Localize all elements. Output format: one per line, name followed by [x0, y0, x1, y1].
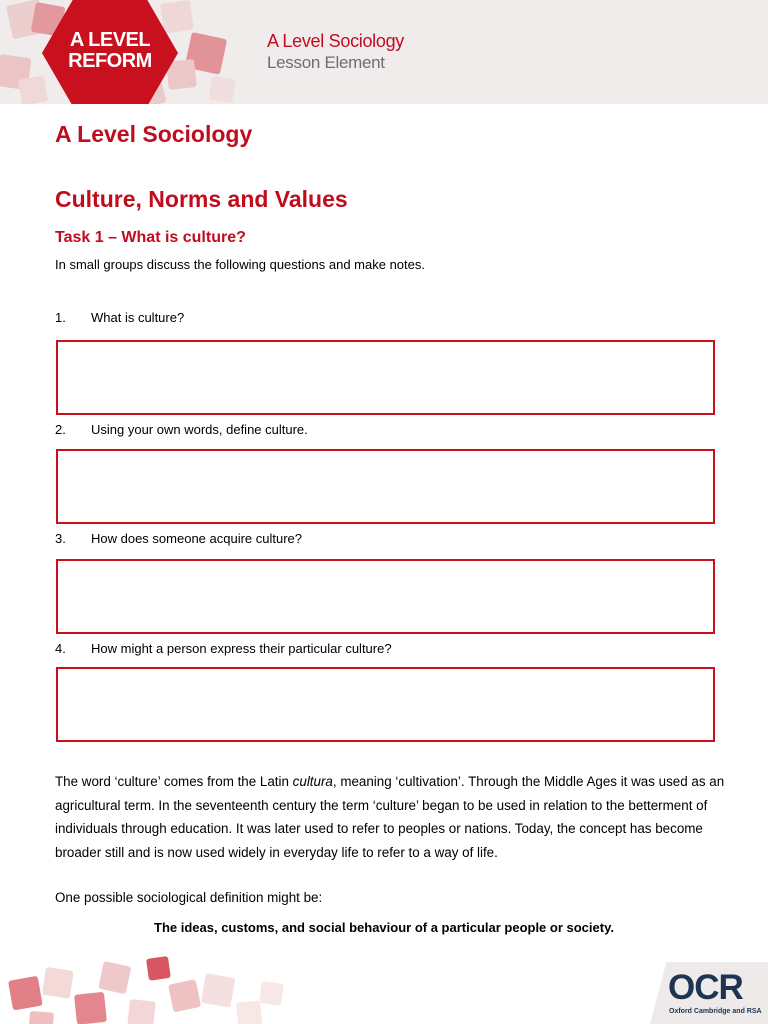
paragraph-part: , meaning ‘cultivation’. Through the Middle Ages it was used as an agricultural term. In the seventeenth century the term ‘culture’ began to be used in relation to the betterment of individuals through education. It was later used to refer to peoples or nations. Today, the concept has become broader still and is now used widely in everyday life to refer to a way of life.	[55, 774, 725, 860]
brand-subtitle: Lesson Element	[267, 53, 385, 72]
question-number: 3.	[55, 531, 66, 546]
ocr-logo-subtitle: Oxford Cambridge and RSA	[669, 1008, 762, 1015]
cube-pattern-footer	[0, 955, 300, 1024]
question-text: What is culture?	[91, 310, 185, 325]
question-number: 2.	[55, 422, 66, 437]
a-level-reform-badge	[40, 30, 180, 72]
paragraph-part: The word ‘culture’ comes from the Latin	[55, 774, 293, 789]
answer-box-4[interactable]	[56, 667, 715, 742]
answer-box-1[interactable]	[56, 340, 715, 415]
question-number: 4.	[55, 641, 66, 656]
ocr-logo: OCR	[668, 968, 743, 1007]
definition: The ideas, customs, and social behaviour of a particular people or society.	[154, 920, 614, 935]
question-text: Using your own words, define culture.	[91, 422, 308, 437]
question-text: How might a person express their particular culture?	[91, 641, 392, 656]
badge-line-1: A LEVEL	[69, 29, 151, 51]
instructions: In small groups discuss the following questions and make notes.	[55, 257, 425, 272]
answer-box-2[interactable]	[56, 449, 715, 524]
document-subtitle: Culture, Norms and Values	[55, 186, 348, 212]
definition-intro: One possible sociological definition might be:	[55, 890, 323, 905]
answer-box-3[interactable]	[56, 559, 715, 634]
culture-paragraph	[55, 770, 725, 864]
latin-word: cultura	[292, 774, 333, 789]
header-band	[0, 0, 768, 104]
question-text: How does someone acquire culture?	[91, 531, 303, 546]
badge-line-2: REFORM	[68, 50, 152, 72]
brand-title: A Level Sociology	[267, 31, 404, 51]
document-title: A Level Sociology	[55, 121, 253, 147]
question-number: 1.	[55, 310, 66, 325]
task-heading: Task 1 – What is culture?	[55, 229, 246, 246]
